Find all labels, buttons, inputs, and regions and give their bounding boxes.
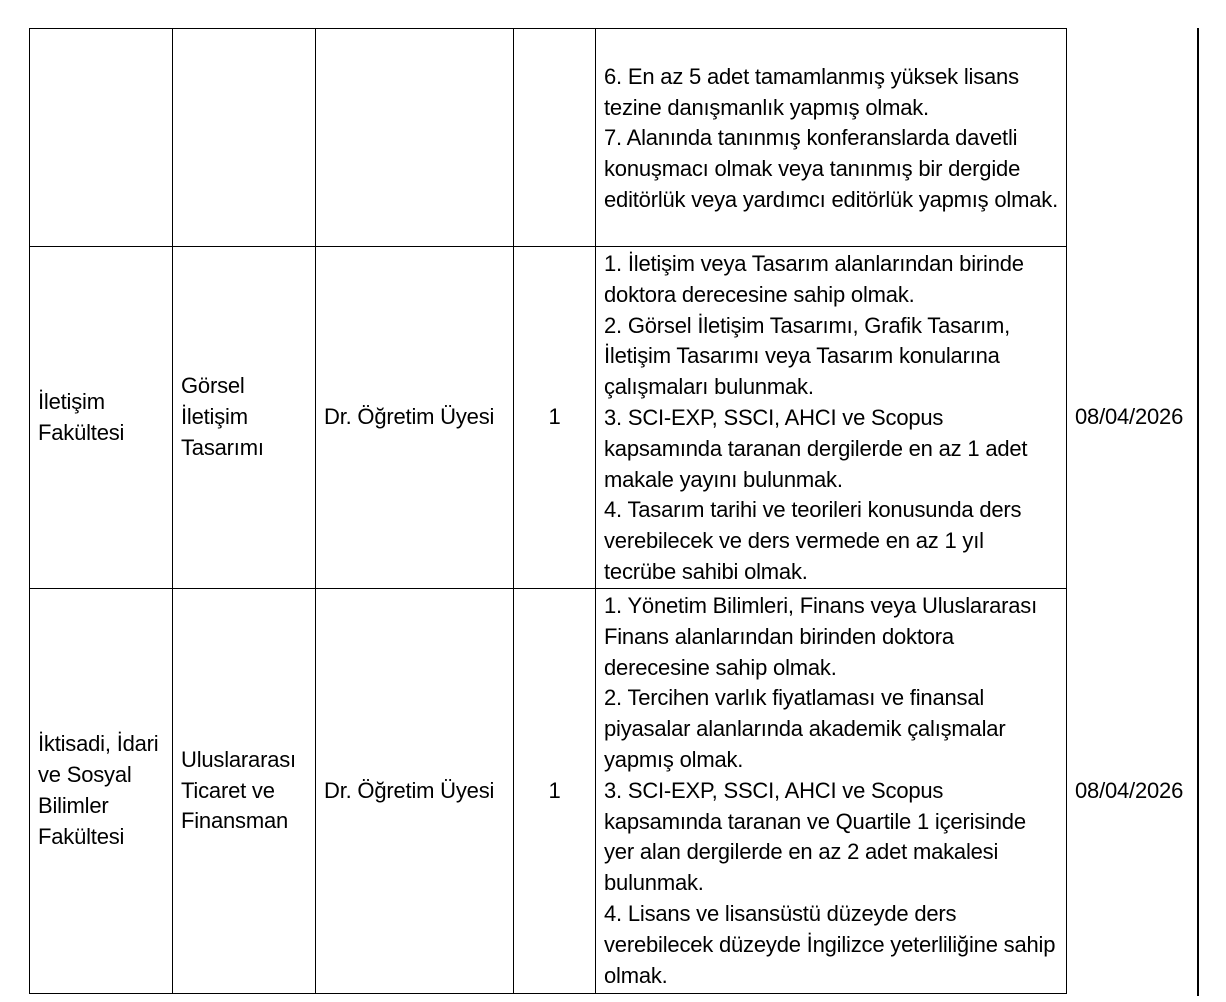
table-row: İktisadi, İdari ve Sosyal Bilimler Fakültesi Uluslararası Ticaret ve Finansman Dr. Öğretim Üyesi 1 1. Yönetim Bilimleri, Finans veya Uluslararası Finans alanlarından birinden doktora derecesine sahip olmak. 2. Tercihen varlık fiyatlaması ve finansal piyasalar alanlarında akademik çalışmalar yapmış olmak. 3. SCI-EXP, SSCI, AHCI ve Scopus kapsamında taranan ve Quartile 1 içerisinde yer alan dergilerde en az 2 adet makalesi bulunmak. 4. Lisans ve lisansüstü düzeyde ders verebilecek düzeyde İngilizce yeterliliğine sahip olmak. 08/04/2026	[30, 589, 1067, 994]
title-cell: Dr. Öğretim Üyesi	[316, 247, 514, 589]
title-cell	[316, 29, 514, 247]
position-table	[29, 28, 1184, 994]
count-cell	[514, 29, 596, 247]
faculty-cell: İktisadi, İdari ve Sosyal Bilimler Fakültesi	[30, 589, 173, 994]
title-cell: Dr. Öğretim Üyesi	[316, 589, 514, 994]
requirement-item: 3. SCI-EXP, SSCI, AHCI ve Scopus kapsamında taranan ve Quartile 1 içerisinde yer alan dergilerde en az 2 adet makalesi bulunmak.	[604, 777, 1026, 896]
table-row	[30, 29, 1067, 247]
requirement-item: 1. Yönetim Bilimleri, Finans veya Uluslararası Finans alanlarından birinden doktora derecesine sahip olmak.	[604, 593, 1038, 680]
requirements-cell	[596, 589, 1067, 994]
department-cell: Görsel İletişim Tasarımı	[173, 247, 316, 589]
page-right-border	[1197, 28, 1199, 996]
requirement-item: 2. Tercihen varlık fiyatlaması ve finansal piyasalar alanlarında akademik çalışmalar yapmış olmak.	[604, 685, 1006, 772]
requirement-item: 2. Görsel İletişim Tasarımı, Grafik Tasarım, İletişim Tasarımı veya Tasarım konularına çalışmaları bulunmak.	[604, 312, 1011, 400]
requirement-item: 7. Alanında tanınmış konferanslarda davetli konuşmacı olmak veya tanınmış bir dergide editörlük veya yardımcı editörlük yapmış olmak.	[604, 125, 1058, 212]
requirement-item: 3. SCI-EXP, SSCI, AHCI ve Scopus kapsamında taranan dergilerde en az 1 adet makale yayını bulunmak.	[604, 404, 1028, 492]
requirements-cell	[596, 29, 1067, 247]
faculty-cell: İletişim Fakültesi	[30, 247, 173, 589]
requirement-item	[604, 31, 1058, 62]
requirements-cell	[596, 247, 1067, 589]
requirement-item: 6. En az 5 adet tamamlanmış yüksek lisans tezine danışmanlık yapmış olmak.	[604, 63, 1019, 120]
count-cell: 1	[514, 589, 596, 994]
department-cell: Uluslararası Ticaret ve Finansman	[173, 589, 316, 994]
requirement-item: 1. İletişim veya Tasarım alanlarından birinde doktora derecesine sahip olmak.	[604, 251, 1024, 307]
faculty-cell	[30, 29, 173, 247]
count-cell: 1	[514, 247, 596, 589]
requirement-item: 4. Lisans ve lisansüstü düzeyde ders verebilecek düzeyde İngilizce yeterliliğine sahip olmak.	[604, 900, 1056, 988]
department-cell	[173, 29, 316, 247]
table-row: İletişim Fakültesi Görsel İletişim Tasarımı Dr. Öğretim Üyesi 1 1. İletişim veya Tasarım alanlarından birinde doktora derecesine sahip olmak. 2. Görsel İletişim Tasarımı, Grafik Tasarım, İletişim Tasarımı veya Tasarım konularına çalışmaları bulunmak. 3. SCI-EXP, SSCI, AHCI ve Scopus kapsamında taranan dergilerde en az 1 adet makale yayını bulunmak. 4. Tasarım tarihi ve teorileri konusunda ders verebilecek ve ders vermede en az 1 yıl tecrübe sahibi olmak. 08/04/2026	[30, 247, 1067, 589]
requirement-item: 4. Tasarım tarihi ve teorileri konusunda ders verebilecek ve ders vermede en az 1 yıl tecrübe sahibi olmak.	[604, 497, 1022, 584]
